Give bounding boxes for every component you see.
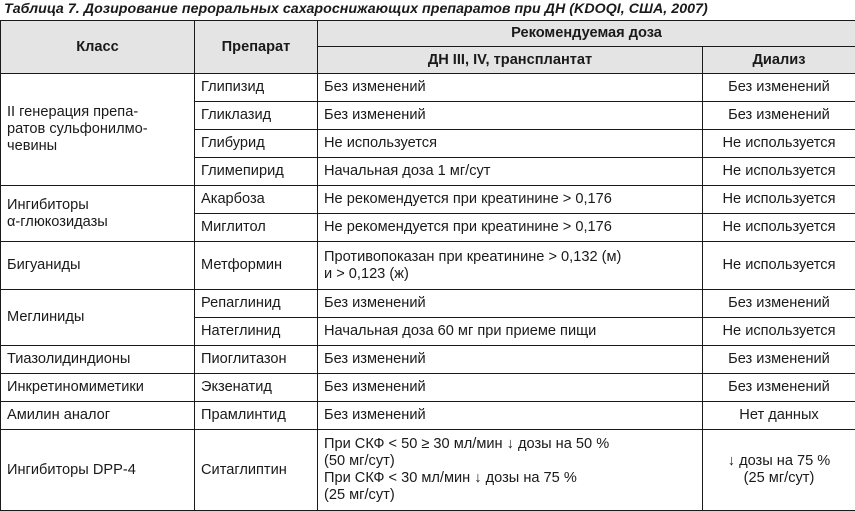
dialysis-dose-cell: Не используется bbox=[703, 158, 855, 186]
drug-cell: Гликлазид bbox=[195, 102, 318, 130]
class-line: чевины bbox=[7, 138, 57, 154]
drug-cell: Репаглинид bbox=[195, 290, 318, 318]
header-dialysis: Диализ bbox=[703, 47, 855, 74]
class-line: ратов сульфонилмо- bbox=[7, 121, 148, 137]
dialysis-dose-cell: Не используется bbox=[703, 214, 855, 242]
ckd-dose-cell bbox=[318, 430, 703, 511]
table-row bbox=[1, 74, 855, 102]
ckd-dose-cell bbox=[318, 242, 703, 290]
drug-cell: Пиоглитазон bbox=[195, 346, 318, 374]
table-row bbox=[1, 242, 855, 290]
dialysis-dose-cell bbox=[703, 430, 855, 511]
drug-cell: Акарбоза bbox=[195, 186, 318, 214]
class-line: II генерация препа- bbox=[7, 104, 138, 120]
dialysis-dose-cell: Не используется bbox=[703, 130, 855, 158]
header-recommended-dose: Рекомендуемая доза bbox=[318, 21, 855, 47]
drug-cell: Глипизид bbox=[195, 74, 318, 102]
class-line: α-глюкозидазы bbox=[7, 214, 108, 230]
dialysis-dose-cell: Нет данных bbox=[703, 402, 855, 430]
ckd-dose-cell: Без изменений bbox=[318, 374, 703, 402]
dialysis-dose-cell: Без изменений bbox=[703, 74, 855, 102]
drug-cell: Глимепирид bbox=[195, 158, 318, 186]
class-cell: Инкретиномиметики bbox=[1, 374, 195, 402]
dialysis-dose-line: (25 мг/сут) bbox=[709, 470, 849, 487]
dialysis-dose-cell: Не используется bbox=[703, 318, 855, 346]
header-ckd: ДН III, IV, трансплантат bbox=[318, 47, 703, 74]
ckd-dose-line: и > 0,123 (ж) bbox=[324, 266, 696, 283]
table-row bbox=[1, 402, 855, 430]
table-row bbox=[1, 290, 855, 318]
ckd-dose-cell: Не используется bbox=[318, 130, 703, 158]
header-class: Класс bbox=[1, 21, 195, 74]
header-drug: Препарат bbox=[195, 21, 318, 74]
ckd-dose-cell: Начальная доза 1 мг/сут bbox=[318, 158, 703, 186]
class-cell bbox=[1, 186, 195, 242]
dialysis-dose-cell: Без изменений bbox=[703, 346, 855, 374]
class-cell bbox=[1, 74, 195, 186]
dialysis-dose-cell: Не используется bbox=[703, 242, 855, 290]
drug-cell: Ситаглиптин bbox=[195, 430, 318, 511]
ckd-dose-cell: Начальная доза 60 мг при приеме пищи bbox=[318, 318, 703, 346]
dialysis-dose-line: ↓ дозы на 75 % bbox=[709, 453, 849, 470]
dialysis-dose-cell: Не используется bbox=[703, 186, 855, 214]
ckd-dose-line: (25 мг/сут) bbox=[324, 487, 696, 504]
ckd-dose-cell: Без изменений bbox=[318, 346, 703, 374]
class-cell: Ингибиторы DPP-4 bbox=[1, 430, 195, 511]
table-row bbox=[1, 374, 855, 402]
ckd-dose-cell: Без изменений bbox=[318, 102, 703, 130]
dosing-table bbox=[0, 20, 855, 511]
ckd-dose-line: Противопоказан при креатинине > 0,132 (м) bbox=[324, 249, 696, 266]
ckd-dose-cell: Не рекомендуется при креатинине > 0,176 bbox=[318, 186, 703, 214]
ckd-dose-cell: Без изменений bbox=[318, 74, 703, 102]
class-cell: Бигуаниды bbox=[1, 242, 195, 290]
table-row bbox=[1, 430, 855, 511]
drug-cell: Глибурид bbox=[195, 130, 318, 158]
ckd-dose-cell: Без изменений bbox=[318, 402, 703, 430]
drug-cell: Прамлинтид bbox=[195, 402, 318, 430]
class-line: Ингибиторы bbox=[7, 197, 89, 213]
ckd-dose-line: (50 мг/сут) bbox=[324, 453, 696, 470]
dialysis-dose-cell: Без изменений bbox=[703, 102, 855, 130]
table-row bbox=[1, 186, 855, 214]
table-caption: Таблица 7. Дозирование пероральных сахароснижающих препаратов при ДН (KDOQI, США, 2007) bbox=[4, 1, 852, 17]
ckd-dose-cell: Без изменений bbox=[318, 290, 703, 318]
drug-cell: Метформин bbox=[195, 242, 318, 290]
drug-cell: Экзенатид bbox=[195, 374, 318, 402]
ckd-dose-line: При СКФ < 50 ≥ 30 мл/мин ↓ дозы на 50 % bbox=[324, 436, 696, 453]
drug-cell: Миглитол bbox=[195, 214, 318, 242]
class-cell: Тиазолидиндионы bbox=[1, 346, 195, 374]
ckd-dose-line: При СКФ < 30 мл/мин ↓ дозы на 75 % bbox=[324, 470, 696, 487]
table-row bbox=[1, 346, 855, 374]
class-cell: Меглиниды bbox=[1, 290, 195, 346]
drug-cell: Натеглинид bbox=[195, 318, 318, 346]
header-row-top bbox=[1, 21, 855, 47]
class-cell: Амилин аналог bbox=[1, 402, 195, 430]
dialysis-dose-cell: Без изменений bbox=[703, 290, 855, 318]
dialysis-dose-cell: Без изменений bbox=[703, 374, 855, 402]
ckd-dose-cell: Не рекомендуется при креатинине > 0,176 bbox=[318, 214, 703, 242]
